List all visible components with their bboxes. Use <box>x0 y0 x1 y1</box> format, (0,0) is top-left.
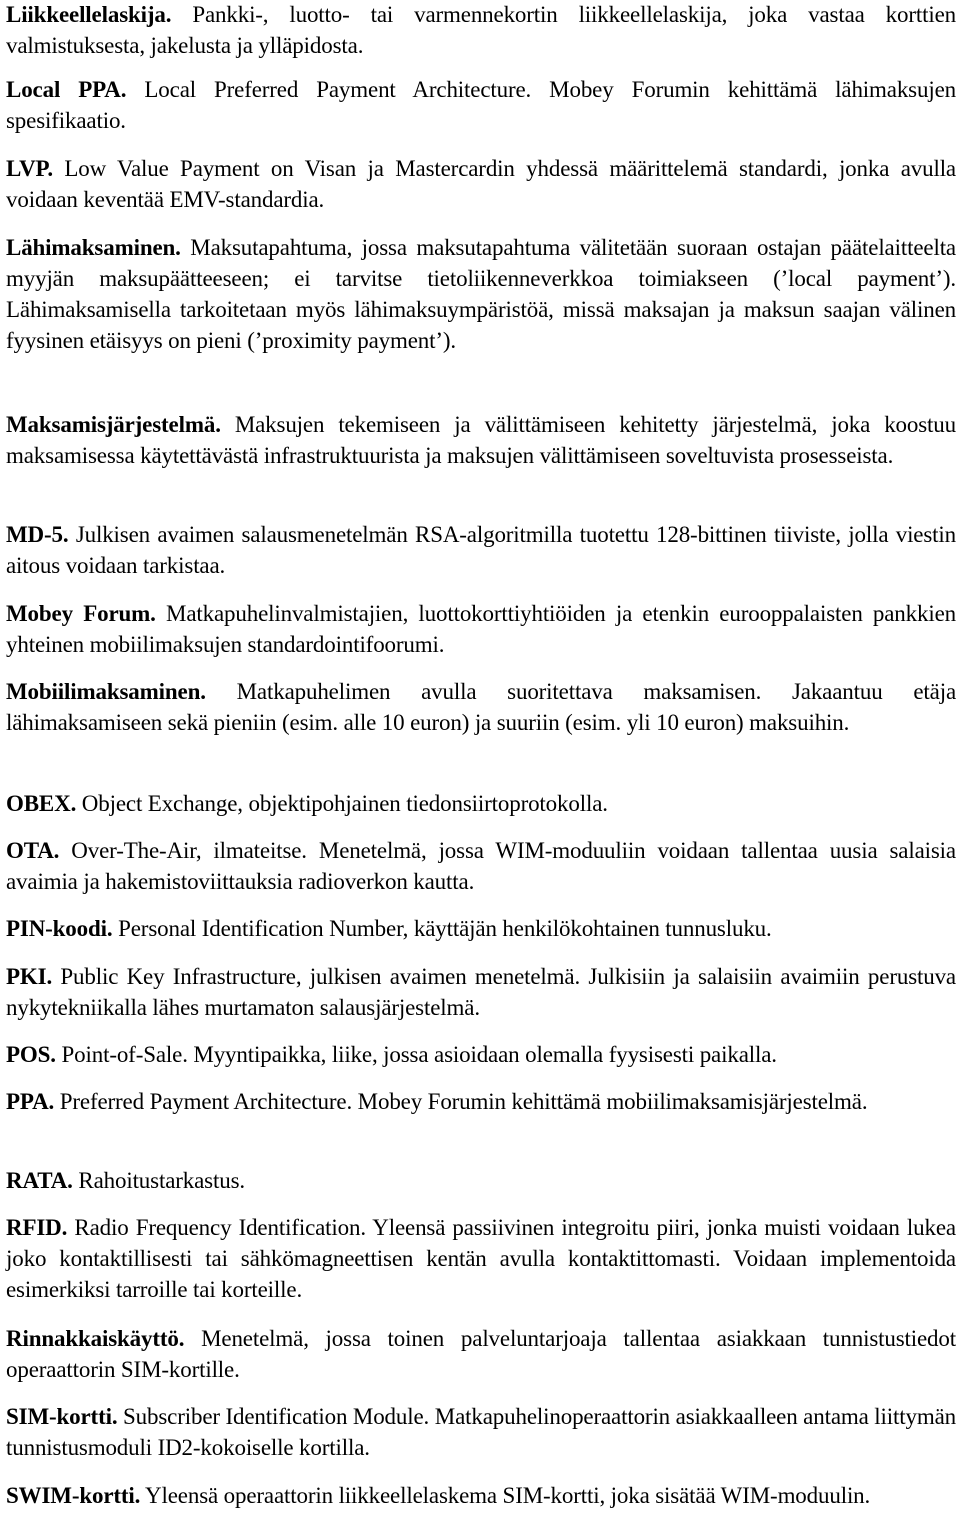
glossary-definition: Subscriber Identification Module. Matkapuhelinoperaattorin asiakkaalleen antama liittymän tunnistusmoduli ID2-kokoiselle kortilla. <box>6 1404 956 1460</box>
glossary-definition: Yleensä operaattorin liikkeellelaskema SIM-kortti, joka sisätää WIM-moduulin. <box>145 1483 871 1508</box>
glossary-entry <box>6 835 956 897</box>
glossary-definition: Radio Frequency Identification. Yleensä passiivinen integroitu piiri, jonka muisti voidaan lukea joko kontaktillisesti tai sähkömagneettisen kentän avulla kontaktittomasti. Voidaan implementoida esimerkiksi tarroille tai korteille. <box>6 1215 956 1302</box>
glossary-entry <box>6 676 956 738</box>
glossary-entry <box>6 598 956 660</box>
glossary-definition: Point-of-Sale. Myyntipaikka, liike, jossa asioidaan olemalla fyysisesti paikalla. <box>61 1042 777 1067</box>
glossary-term: RATA. <box>6 1168 73 1193</box>
glossary-term: Lähimaksaminen. <box>6 235 181 260</box>
glossary-entry <box>6 74 956 136</box>
glossary-entry <box>6 1212 956 1305</box>
glossary-entry <box>6 1039 956 1070</box>
glossary-definition: Menetelmä, jossa toinen palveluntarjoaja tallentaa asiakkaan tunnistustiedot operaattorin SIM-kortille. <box>6 1326 956 1382</box>
glossary-definition: Matkapuhelimen avulla suoritettava maksamisen. Jakaantuu etäja lähimaksamiseen sekä pieniin (esim. alle 10 euron) ja suuriin (esim. yli 10 euron) maksuihin. <box>6 679 957 735</box>
glossary-term: OBEX. <box>6 791 77 816</box>
glossary-definition: Matkapuhelinvalmistajien, luottokorttiyhtiöiden ja etenkin eurooppalaisten pankkien yhteinen mobiilimaksujen standardointifoorumi. <box>6 601 957 657</box>
glossary-definition: Object Exchange, objektipohjainen tiedonsiirtoprotokolla. <box>81 791 608 816</box>
glossary-term: Liikkeellelaskija. <box>6 2 172 27</box>
glossary-term: RFID. <box>6 1215 68 1240</box>
glossary-entry <box>6 961 956 1023</box>
glossary-term: PKI. <box>6 964 53 989</box>
glossary-definition: Rahoitustarkastus. <box>78 1168 245 1193</box>
glossary-term: MD-5. <box>6 522 69 547</box>
glossary-term: SIM-kortti. <box>6 1404 118 1429</box>
glossary-term: Rinnakkaiskäyttö. <box>6 1326 185 1351</box>
glossary-term: PIN-koodi. <box>6 916 113 941</box>
glossary-term: Maksamisjärjestelmä. <box>6 412 221 437</box>
glossary-entry <box>6 409 956 471</box>
glossary-entry <box>6 788 956 819</box>
glossary-definition: Maksujen tekemiseen ja välittämiseen kehitetty järjestelmä, joka koostuu maksamisessa käytettävästä infrastruktuurista ja maksujen välittämiseen soveltuvista prosesseista. <box>6 412 956 468</box>
glossary-term: Mobiilimaksaminen. <box>6 679 206 704</box>
glossary-definition: Public Key Infrastructure, julkisen avaimen menetelmä. Julkisiin ja salaisiin avaimiin perustuva nykytekniikalla lähes murtamaton salausjärjestelmä. <box>6 964 956 1020</box>
glossary-definition: Low Value Payment on Visan ja Mastercardin yhdessä määrittelemä standardi, jonka avulla voidaan keventää EMV-standardia. <box>6 156 956 212</box>
glossary-definition: Pankki-, luotto- tai varmennekortin liikkeellelaskija, joka vastaa korttien valmistuksesta, jakelusta ja ylläpidosta. <box>6 2 957 58</box>
glossary-definition: Personal Identification Number, käyttäjän henkilökohtainen tunnusluku. <box>118 916 772 941</box>
glossary-entry <box>6 232 956 356</box>
glossary-definition: Maksutapahtuma, jossa maksutapahtuma välitetään suoraan ostajan päätelaitteelta myyjän maksupäätteeseen; ei tarvitse tietoliikenneverkkoa toimiakseen (’local payment’). Lähimaksamisella tarkoitetaan myös lähimaksuympäristöä, missä maksajan ja maksun saajan välinen fyysinen etäisyys on pieni (’proximity payment’). <box>6 235 956 353</box>
glossary-term: OTA. <box>6 838 60 863</box>
glossary-entry <box>6 913 956 944</box>
glossary-term: POS. <box>6 1042 56 1067</box>
glossary-entry <box>6 1323 956 1385</box>
glossary-entry <box>6 153 956 215</box>
glossary-term: LVP. <box>6 156 53 181</box>
glossary-entry <box>6 1165 956 1196</box>
glossary-entry <box>6 1086 956 1117</box>
glossary-definition: Julkisen avaimen salausmenetelmän RSA-algoritmilla tuotettu 128-bittinen tiiviste, jolla viestin aitous voidaan tarkistaa. <box>6 522 956 578</box>
glossary-term: PPA. <box>6 1089 55 1114</box>
glossary-entry <box>6 1480 956 1511</box>
glossary-entry <box>6 519 956 581</box>
glossary-entry <box>6 0 956 61</box>
glossary-term: Local PPA. <box>6 77 127 102</box>
glossary-term: SWIM-kortti. <box>6 1483 141 1508</box>
glossary-definition: Local Preferred Payment Architecture. Mobey Forumin kehittämä lähimaksujen spesifikaatio. <box>6 77 956 133</box>
glossary-entry <box>6 1401 956 1463</box>
glossary-definition: Over-The-Air, ilmateitse. Menetelmä, jossa WIM-moduuliin voidaan tallentaa uusia salaisia avaimia ja hakemistoviittauksia radioverkon kautta. <box>6 838 956 894</box>
glossary-definition: Preferred Payment Architecture. Mobey Forumin kehittämä mobiilimaksamisjärjestelmä. <box>59 1089 868 1114</box>
glossary-term: Mobey Forum. <box>6 601 156 626</box>
